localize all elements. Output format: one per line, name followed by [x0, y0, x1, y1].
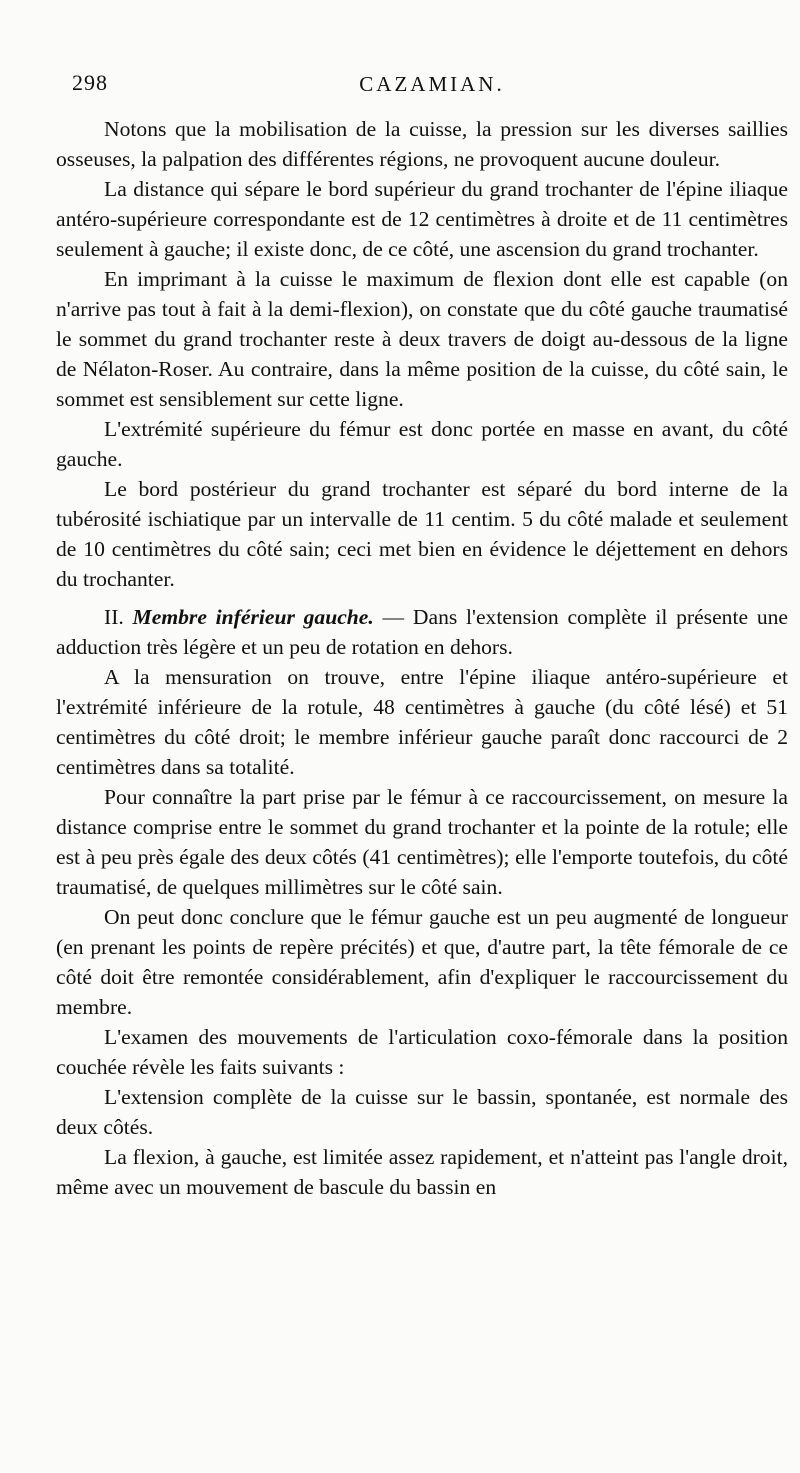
section-title: Membre inférieur gauche. [132, 605, 374, 629]
running-head: CAZAMIAN. [359, 72, 505, 96]
paragraph: L'extension complète de la cuisse sur le bassin, spontanée, est normale des deux côtés. [56, 1085, 788, 1139]
paragraph: On peut donc conclure que le fémur gauche est un peu augmenté de longueur (en prenant les points de repère précités) et que, d'autre part, la tête fémorale de ce côté doit être remontée considérablement, afin d'expliquer le raccourcissement du membre. [56, 905, 788, 1019]
paragraph: Notons que la mobilisation de la cuisse, la pression sur les diverses saillies osseuses, la palpation des différentes régions, ne provoquent aucune douleur. [56, 117, 788, 171]
section-number: II. [104, 605, 124, 629]
page-header [72, 70, 792, 106]
paragraph: L'examen des mouvements de l'articulation coxo-fémorale dans la position couchée révèle les faits suivants : [56, 1025, 788, 1079]
paragraph: La distance qui sépare le bord supérieur du grand trochanter de l'épine iliaque antéro-supérieure correspondante est de 12 centimètres à droite et de 11 centimètres seulement à gauche; il existe donc, de ce côté, une ascension du grand trochanter. [56, 177, 788, 261]
paragraph: La flexion, à gauche, est limitée assez rapidement, et n'atteint pas l'angle droit, même avec un mouvement de bascule du bassin en [56, 1145, 788, 1199]
page-number: 298 [72, 70, 108, 95]
paragraph: En imprimant à la cuisse le maximum de flexion dont elle est capable (on n'arrive pas tout à fait à la demi-flexion), on constate que du côté gauche traumatisé le sommet du grand trochanter reste à deux travers de doigt au-dessous de la ligne de Nélaton-Roser. Au contraire, dans la même position de la cuisse, du côté sain, le sommet est sensiblement sur cette ligne. [56, 267, 788, 411]
section-heading-paragraph [56, 602, 788, 662]
body-text [56, 114, 788, 1202]
paragraph: A la mensuration on trouve, entre l'épine iliaque antéro-supérieure et l'extrémité inférieure de la rotule, 48 centimètres à gauche (du côté lésé) et 51 centimètres du côté droit; le membre inférieur gauche paraît donc raccourci de 2 centimètres dans sa totalité. [56, 665, 788, 779]
paragraph: Le bord postérieur du grand trochanter est séparé du bord interne de la tubérosité ischiatique par un intervalle de 11 centim. 5 du côté malade et seulement de 10 centimètres du côté sain; ceci met bien en évidence le déjettement en dehors du trochanter. [56, 477, 788, 591]
section-intro: — Dans l'extension complète il présente une adduction très légère et un peu de rotation en dehors. [56, 605, 788, 659]
paragraph: L'extrémité supérieure du fémur est donc portée en masse en avant, du côté gauche. [56, 417, 788, 471]
paragraph: Pour connaître la part prise par le fémur à ce raccourcissement, on mesure la distance comprise entre le sommet du grand trochanter et la pointe de la rotule; elle est à peu près égale des deux côtés (41 centimètres); elle l'emporte toutefois, du côté traumatisé, de quelques millimètres sur le côté sain. [56, 785, 788, 899]
